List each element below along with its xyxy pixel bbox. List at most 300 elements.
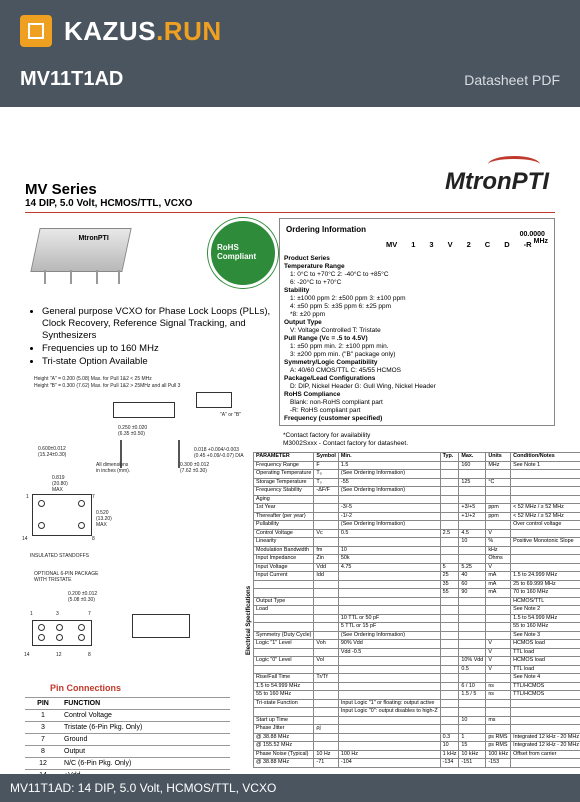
table-cell xyxy=(338,580,440,589)
ordering-line: 1: 0°C to +70°C 2: -40°C to +85°C xyxy=(290,271,389,278)
table-cell: 0.5 xyxy=(459,665,486,674)
table-cell: Voh xyxy=(314,640,338,649)
pin-number: 7 xyxy=(25,734,61,746)
table-cell xyxy=(440,648,459,657)
pin-hole xyxy=(78,522,85,529)
table-cell xyxy=(511,759,580,768)
part-number-title: MV11T1AD xyxy=(20,68,124,90)
table-cell xyxy=(314,512,338,521)
ordering-line: 3: ±200 ppm min. ("B" package only) xyxy=(290,351,396,358)
ordering-line: 1: ±1000 ppm 2: ±500 ppm 3: ±100 ppm xyxy=(290,295,406,302)
table-cell: HCMOS load xyxy=(511,657,580,666)
table-cell: HCMOS/TTL xyxy=(511,597,580,606)
table-cell xyxy=(511,563,580,572)
table-cell xyxy=(511,487,580,496)
table-cell xyxy=(338,589,440,598)
table-cell: See Note 2 xyxy=(511,606,580,615)
product-pin xyxy=(70,270,72,284)
table-cell: Load xyxy=(254,606,314,615)
feature-item: • Tri-state Option Available xyxy=(42,356,282,368)
table-row xyxy=(254,614,580,623)
chip-icon xyxy=(20,15,52,47)
pin-connections-title: Pin Connections xyxy=(50,683,122,693)
table-row xyxy=(254,538,580,547)
table-cell xyxy=(459,699,486,708)
table-cell: F xyxy=(314,461,338,470)
table-cell: 55 to 160 MHz xyxy=(511,623,580,632)
height-b-note: Height "B" = 0.300 (7.62) Max. for Pull 1&2 > 25MHz and all Pull 3 xyxy=(34,383,181,389)
table-cell xyxy=(440,504,459,513)
table-cell xyxy=(314,504,338,513)
column-header: Min. xyxy=(338,453,440,462)
table-cell: -134 xyxy=(440,759,459,768)
table-cell xyxy=(440,716,459,725)
table-cell: Vdd xyxy=(314,563,338,572)
table-row xyxy=(254,546,580,555)
insulated-standoffs-label: INSULATED STANDOFFS xyxy=(30,553,89,559)
table-cell: Phase Noise (Typical) xyxy=(254,750,314,759)
table-cell xyxy=(440,538,459,547)
pin-hole xyxy=(78,500,85,507)
table-row xyxy=(254,580,580,589)
page-footer: MV11T1AD: 14 DIP, 5.0 Volt, HCMOS/TTL, VCXO xyxy=(0,774,580,802)
table-cell xyxy=(511,546,580,555)
table-cell: -1/-2 xyxy=(338,512,440,521)
table-cell: Zin xyxy=(314,555,338,564)
table-cell: Tₒ xyxy=(314,470,338,479)
table-cell: +3/+5 xyxy=(459,504,486,513)
table-cell xyxy=(440,631,459,640)
table-row xyxy=(254,504,580,513)
table-cell: 1 kHz xyxy=(440,750,459,759)
table-cell: 70 to 160 MHz xyxy=(511,589,580,598)
pin-label: 8 xyxy=(88,652,91,658)
table-row xyxy=(25,710,230,722)
table-cell: Input Voltage xyxy=(254,563,314,572)
table-cell: 0.5 xyxy=(338,529,440,538)
table-cell: Offset from carrier xyxy=(511,750,580,759)
table-cell: mA xyxy=(486,589,511,598)
column-header: Symbol xyxy=(314,453,338,462)
table-cell: (See Ordering Information) xyxy=(338,521,440,530)
dim-0819: 0.819 (20.80) MAX xyxy=(52,475,68,493)
table-cell xyxy=(440,597,459,606)
ordering-title: Ordering Information xyxy=(286,225,366,234)
table-cell xyxy=(314,623,338,632)
table-cell: 2.5 xyxy=(440,529,459,538)
table-cell xyxy=(440,640,459,649)
table-cell xyxy=(338,538,440,547)
table-cell xyxy=(459,708,486,717)
table-cell: TTL load xyxy=(511,665,580,674)
ordering-line: *8: ±20 ppm xyxy=(290,311,326,318)
table-cell: < 52 MHz / ≥ 52 MHz xyxy=(511,512,580,521)
table-cell xyxy=(459,597,486,606)
table-cell xyxy=(440,725,459,734)
table-cell: Modulation Bandwidth xyxy=(254,546,314,555)
table-cell xyxy=(314,597,338,606)
table-cell xyxy=(486,674,511,683)
optional-package-label: OPTIONAL 6-PIN PACKAGE WITH TRISTATE xyxy=(34,571,99,583)
table-cell: MHz xyxy=(486,461,511,470)
table-cell xyxy=(254,589,314,598)
height-a-note: Height "A" = 0.200 (5.08) Max. for Pull 1&2 < 25 MHz xyxy=(34,376,152,382)
table-cell: ns xyxy=(486,691,511,700)
pin-function: Tristate (6-Pin Pkg. Only) xyxy=(61,722,230,734)
table-cell: 1.5 to 54.999 MHz xyxy=(511,614,580,623)
pin-label: 14 xyxy=(24,652,30,658)
column-header: Units xyxy=(486,453,511,462)
table-cell: Vol xyxy=(314,657,338,666)
table-cell: See Note 1 xyxy=(511,461,580,470)
table-cell xyxy=(314,538,338,547)
table-cell: TTL/HCMOS xyxy=(511,691,580,700)
table-cell: mA xyxy=(486,572,511,581)
table-cell: Storage Temperature xyxy=(254,478,314,487)
product-pin xyxy=(96,270,98,284)
table-cell xyxy=(440,546,459,555)
table-cell: Output Type xyxy=(254,597,314,606)
table-cell xyxy=(440,512,459,521)
table-cell xyxy=(511,716,580,725)
table-cell: Thereafter (per year) xyxy=(254,512,314,521)
table-cell: ms xyxy=(486,716,511,725)
pin-hole xyxy=(56,634,63,641)
table-cell xyxy=(511,478,580,487)
table-cell xyxy=(459,487,486,496)
table-cell xyxy=(486,631,511,640)
table-cell: Integrated 12 kHz - 20 MHz xyxy=(511,733,580,742)
table-cell: mA xyxy=(486,580,511,589)
table-cell: ps RMS xyxy=(486,742,511,751)
table-cell: Input Logic "0": output disables to high-Z xyxy=(338,708,440,717)
table-cell: (See Ordering Information) xyxy=(338,631,440,640)
ordering-line: A: 40/60 CMOS/TTL C: 45/55 HCMOS xyxy=(290,367,402,374)
pin-label: 3 xyxy=(56,611,59,617)
table-row xyxy=(254,708,580,717)
table-cell: V xyxy=(486,648,511,657)
table-cell: -151 xyxy=(459,759,486,768)
table-row xyxy=(254,750,580,759)
product-photo: MtronPTI xyxy=(30,228,131,272)
ordering-line: Temperature Range xyxy=(284,263,345,270)
table-cell xyxy=(459,640,486,649)
table-cell: 10 xyxy=(459,716,486,725)
table-cell xyxy=(459,648,486,657)
table-cell xyxy=(314,708,338,717)
table-cell xyxy=(338,742,440,751)
ordering-frequency: 00.0000 MHz xyxy=(519,231,548,245)
table-row xyxy=(25,746,230,758)
table-cell xyxy=(486,725,511,734)
table-cell xyxy=(440,614,459,623)
table-cell xyxy=(338,682,440,691)
table-cell: Frequency Range xyxy=(254,461,314,470)
pin-function: Ground xyxy=(61,734,230,746)
ordering-line: -R: RoHS compliant part xyxy=(290,407,361,414)
table-cell xyxy=(511,529,580,538)
table-cell xyxy=(440,521,459,530)
table-cell xyxy=(314,691,338,700)
table-row xyxy=(254,487,580,496)
table-cell: 10 kHz xyxy=(459,750,486,759)
pin-label: 7 xyxy=(88,611,91,617)
dim-0200: 0.200 ±0.012 (5.08 ±0.30) xyxy=(68,591,98,603)
table-cell xyxy=(459,606,486,615)
table-cell xyxy=(440,691,459,700)
table-cell xyxy=(440,708,459,717)
site-header xyxy=(0,0,580,107)
pin-function: N/C (6-Pin Pkg. Only) xyxy=(61,758,230,770)
table-cell xyxy=(338,657,440,666)
table-cell xyxy=(314,665,338,674)
feature-item: • General purpose VCXO for Phase Lock Loops (PLLs), Clock Recovery, Reference Signal Tracking, and Synthesizers xyxy=(42,306,282,342)
table-cell: 10% Vdd xyxy=(459,657,486,666)
ordering-line: D: DIP, Nickel Header G: Gull Wing, Nickel Header xyxy=(290,383,436,390)
table-row xyxy=(254,631,580,640)
table-cell xyxy=(486,699,511,708)
table-cell: Tr/Tf xyxy=(314,674,338,683)
table-cell: 4.5 xyxy=(459,529,486,538)
table-cell xyxy=(486,623,511,632)
table-cell xyxy=(314,699,338,708)
series-title: MV Series xyxy=(25,181,97,198)
table-cell: Logic "0" Level xyxy=(254,657,314,666)
table-cell xyxy=(511,470,580,479)
table-cell xyxy=(459,495,486,504)
table-cell xyxy=(486,606,511,615)
table-cell xyxy=(486,708,511,717)
table-cell: Phase Jitter xyxy=(254,725,314,734)
table-cell xyxy=(254,708,314,717)
table-cell: -71 xyxy=(314,759,338,768)
table-cell xyxy=(254,614,314,623)
table-cell: 5 TTL or 15 pF xyxy=(338,623,440,632)
table-cell xyxy=(440,606,459,615)
ordering-line: 6: -20°C to +70°C xyxy=(290,279,342,286)
table-cell: Integrated 12 kHz - 20 MHz xyxy=(511,742,580,751)
table-cell xyxy=(440,665,459,674)
table-cell: Pullability xyxy=(254,521,314,530)
table-cell xyxy=(486,495,511,504)
title-divider xyxy=(25,212,555,213)
table-cell xyxy=(254,665,314,674)
electrical-specifications-table xyxy=(253,452,580,768)
pin-label: 1 xyxy=(26,494,29,500)
table-row xyxy=(254,657,580,666)
table-cell xyxy=(338,725,440,734)
table-cell xyxy=(486,470,511,479)
table-cell: V xyxy=(486,529,511,538)
pin-number: 1 xyxy=(25,710,61,722)
table-cell xyxy=(459,614,486,623)
table-cell: 55 xyxy=(440,589,459,598)
pin-hole xyxy=(78,624,85,631)
table-cell xyxy=(511,708,580,717)
table-cell: Aging xyxy=(254,495,314,504)
table-row xyxy=(254,563,580,572)
table-cell: 40 xyxy=(459,572,486,581)
table-cell: V xyxy=(486,657,511,666)
table-cell xyxy=(511,555,580,564)
ordering-information-box xyxy=(279,218,555,426)
table-cell xyxy=(459,674,486,683)
table-cell xyxy=(440,495,459,504)
pin-label: 14 xyxy=(22,536,28,542)
table-row xyxy=(254,589,580,598)
pin-connections-table xyxy=(25,697,230,782)
table-cell: Control Voltage xyxy=(254,529,314,538)
table-cell: V xyxy=(486,640,511,649)
table-cell: 1st Year xyxy=(254,504,314,513)
table-cell xyxy=(338,733,440,742)
top-profile-package xyxy=(113,402,175,418)
table-row xyxy=(254,648,580,657)
table-cell: Input Impedance xyxy=(254,555,314,564)
table-row xyxy=(254,461,580,470)
ordering-line: Frequency (customer specified) xyxy=(284,415,383,422)
table-cell: Input Current xyxy=(254,572,314,581)
table-row xyxy=(254,682,580,691)
pin-number: 8 xyxy=(25,746,61,758)
table-row xyxy=(254,521,580,530)
table-cell: 1.5 xyxy=(338,461,440,470)
pin-label: 7 xyxy=(92,494,95,500)
column-header: Condition/Notes xyxy=(511,453,580,462)
table-cell xyxy=(314,521,338,530)
table-cell xyxy=(314,580,338,589)
table-cell: Tri-state Function xyxy=(254,699,314,708)
ordering-line: Blank: non-RoHS compliant part xyxy=(290,399,383,406)
ordering-line: Symmetry/Logic Compatibility xyxy=(284,359,378,366)
table-cell: ns xyxy=(486,682,511,691)
table-cell: Operating Temperature xyxy=(254,470,314,479)
table-cell xyxy=(511,495,580,504)
table-cell: Vdd -0.5 xyxy=(338,648,440,657)
product-pin xyxy=(118,270,120,284)
table-cell xyxy=(440,682,459,691)
electrical-specifications-label: Electrical Specifications xyxy=(246,585,252,655)
datasheet-pdf-label[interactable]: Datasheet PDF xyxy=(464,72,560,88)
table-cell: kHz xyxy=(486,546,511,555)
table-cell xyxy=(440,657,459,666)
table-cell: 6 / 10 xyxy=(459,682,486,691)
table-cell: 1.5 / 5 xyxy=(459,691,486,700)
table-cell: (See Ordering Information) xyxy=(338,487,440,496)
product-pin xyxy=(44,270,46,284)
table-row xyxy=(254,640,580,649)
table-cell xyxy=(314,495,338,504)
dim-0300: 0.300 ±0.012 (7.62 ±0.30) xyxy=(180,462,210,474)
table-cell: 125 xyxy=(459,478,486,487)
table-row xyxy=(254,470,580,479)
table-cell xyxy=(459,725,486,734)
pin-function: Output xyxy=(61,746,230,758)
table-cell xyxy=(459,631,486,640)
table-cell: Tₛ xyxy=(314,478,338,487)
pin-hole xyxy=(38,500,45,507)
column-header: PIN xyxy=(25,698,61,710)
table-cell: -ΔF/F xyxy=(314,487,338,496)
table-cell xyxy=(440,487,459,496)
table-cell: Vc xyxy=(314,529,338,538)
table-cell xyxy=(338,597,440,606)
ordering-note: *Contact factory for availability M3002Sxxx - Contact factory for datasheet. xyxy=(283,432,409,447)
table-cell: 10 xyxy=(338,546,440,555)
table-cell xyxy=(338,606,440,615)
table-row xyxy=(254,733,580,742)
ordering-line: Stability xyxy=(284,287,310,294)
table-cell: Linearity xyxy=(254,538,314,547)
table-cell xyxy=(314,606,338,615)
table-cell xyxy=(511,725,580,734)
table-cell: 1.5 to 54.999 MHz xyxy=(254,682,314,691)
ordering-line: 1: ±50 ppm min. 2: ±100 ppm min. xyxy=(290,343,389,350)
table-cell xyxy=(459,555,486,564)
table-cell: °C xyxy=(486,478,511,487)
table-row xyxy=(254,759,580,768)
table-cell: Logic "1" Level xyxy=(254,640,314,649)
table-cell: 15 xyxy=(459,742,486,751)
column-header: FUNCTION xyxy=(61,698,230,710)
table-row xyxy=(254,716,580,725)
table-cell: ppm xyxy=(486,512,511,521)
table-cell xyxy=(254,623,314,632)
table-row xyxy=(254,512,580,521)
rohs-compliant-badge: RoHS Compliant xyxy=(208,218,278,288)
table-cell: @ 38.88 MHz xyxy=(254,759,314,768)
table-cell xyxy=(486,521,511,530)
dim-a-or-b: "A" or "B" xyxy=(220,412,241,418)
table-row xyxy=(254,478,580,487)
dim-all-note: All dimensions in inches (mm). xyxy=(96,462,131,474)
ordering-line: Package/Lead Configurations xyxy=(284,375,376,382)
table-cell xyxy=(338,572,440,581)
table-cell: -104 xyxy=(338,759,440,768)
site-logo[interactable] xyxy=(20,15,222,47)
table-cell: TTL load xyxy=(511,648,580,657)
table-cell: 0.3 xyxy=(440,733,459,742)
table-cell: Idd xyxy=(314,572,338,581)
table-cell: TTL/HCMOS xyxy=(511,682,580,691)
table-cell: Ohms xyxy=(486,555,511,564)
dim-0600: 0.600±0.012 (15.24±0.30) xyxy=(38,446,67,458)
table-cell: 100 Hz xyxy=(338,750,440,759)
table-cell xyxy=(314,733,338,742)
table-cell xyxy=(314,614,338,623)
table-cell: % xyxy=(486,538,511,547)
table-cell: Input Logic "1" or floating: output active xyxy=(338,699,440,708)
table-cell: HCMOS load xyxy=(511,640,580,649)
ordering-line: V: Voltage Controlled T: Tristate xyxy=(290,327,381,334)
pin-hole xyxy=(38,634,45,641)
table-row xyxy=(254,623,580,632)
brand-logo: MtronPTI xyxy=(445,168,549,195)
table-cell: 160 xyxy=(459,461,486,470)
pin-number: 3 xyxy=(25,722,61,734)
table-cell xyxy=(486,487,511,496)
table-cell xyxy=(314,648,338,657)
table-cell: Over control voltage xyxy=(511,521,580,530)
table-row xyxy=(254,555,580,564)
table-cell xyxy=(440,470,459,479)
table-row xyxy=(254,725,580,734)
table-row xyxy=(254,742,580,751)
table-cell: 10 xyxy=(440,742,459,751)
table-cell: See Note 4 xyxy=(511,674,580,683)
ordering-line: Product Series xyxy=(284,255,330,262)
table-cell xyxy=(511,699,580,708)
